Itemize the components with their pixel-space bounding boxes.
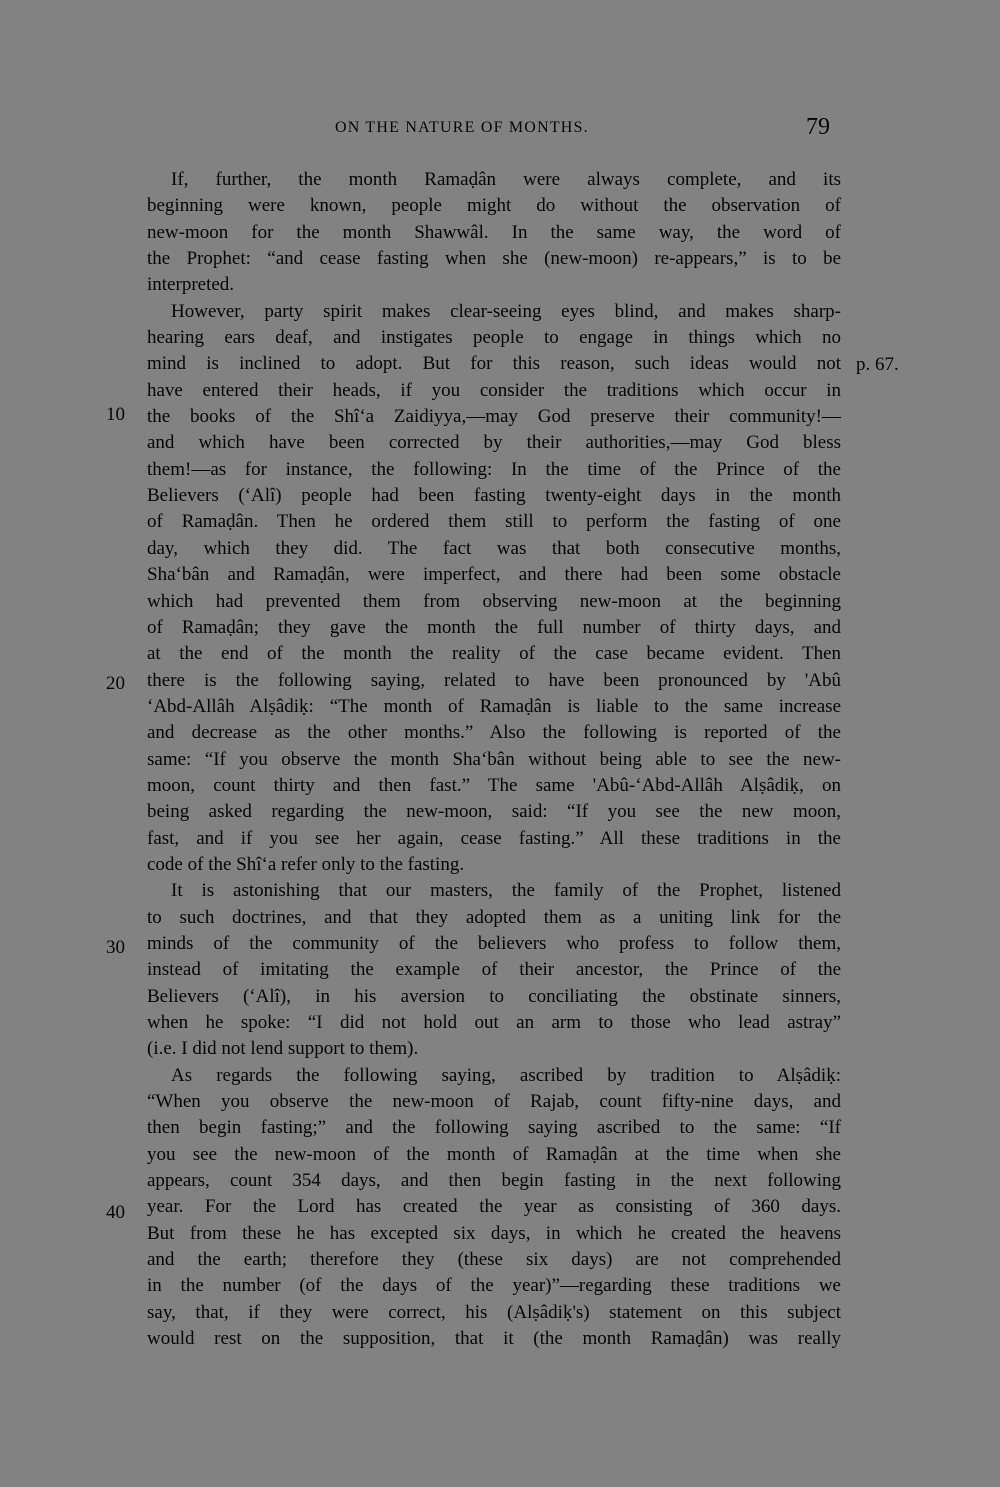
text-line: say, that, if they were correct, his (Alṣâdiḳ's) statement on this subject	[147, 1301, 841, 1323]
body-text	[147, 167, 841, 1352]
line-number-30: 30	[106, 937, 125, 958]
text-line: to such doctrines, and that they adopted them as a uniting link for the	[147, 906, 841, 928]
text-line: day, which they did. The fact was that both consecutive months,	[147, 537, 841, 559]
text-line: code of the Shî‘a refer only to the fasting.	[147, 853, 465, 875]
text-line: moon, count thirty and then fast.” The same 'Abû-‘Abd-Allâh Alṣâdiḳ, on	[147, 774, 841, 796]
text-line: hearing ears deaf, and instigates people to engage in things which no	[147, 327, 841, 349]
text-line: “When you observe the new-moon of Rajab, count fifty-nine days, and	[147, 1091, 841, 1113]
text-line: Believers (‘Alî) people had been fasting twenty-eight days in the month	[147, 485, 841, 507]
text-line: year. For the Lord has created the year as consisting of 360 days.	[147, 1196, 841, 1218]
text-line: appears, count 354 days, and then begin fasting in the next following	[147, 1170, 841, 1192]
text-line: the Prophet: “and cease fasting when she (new-moon) re-appears,” is to be	[147, 248, 841, 270]
text-line: However, party spirit makes clear-seeing eyes blind, and makes sharp-	[171, 300, 841, 322]
margin-page-reference: p. 67.	[856, 354, 899, 375]
text-line: then begin fasting;” and the following saying ascribed to the same: “If	[147, 1117, 841, 1139]
text-line: If, further, the month Ramaḍân were always complete, and its	[171, 169, 841, 190]
text-line: of Ramaḍân. Then he ordered them still to perform the fasting of one	[147, 511, 841, 533]
text-line: of Ramaḍân; they gave the month the full number of thirty days, and	[147, 616, 841, 638]
line-number-10: 10	[106, 404, 125, 425]
text-line: at the end of the month the reality of the case became evident. Then	[147, 643, 841, 665]
text-line: It is astonishing that our masters, the family of the Prophet, listened	[171, 880, 841, 902]
text-line: But from these he has excepted six days, in which he created the heavens	[147, 1222, 841, 1244]
text-line: Sha‘bân and Ramaḍân, were imperfect, and there had been some obstacle	[147, 564, 841, 586]
text-line: you see the new-moon of the month of Ramaḍân at the time when she	[147, 1143, 841, 1165]
line-number-20: 20	[106, 673, 125, 694]
line-number-40: 40	[106, 1202, 125, 1223]
text-line: As regards the following saying, ascribed by tradition to Alṣâdiḳ:	[171, 1064, 841, 1086]
text-line: Believers (‘Alî), in his aversion to conciliating the obstinate sinners,	[147, 985, 841, 1007]
text-line: (i.e. I did not lend support to them).	[147, 1038, 419, 1060]
text-line: same: “If you observe the month Sha‘bân without being able to see the new-	[147, 748, 841, 770]
text-line: mind is inclined to adopt. But for this reason, such ideas would not	[147, 353, 841, 375]
text-line: new-moon for the month Shawwâl. In the same way, the word of	[147, 221, 841, 243]
text-line: in the number (of the days of the year)”—regarding these traditions we	[147, 1275, 841, 1297]
text-line: and decrease as the other months.” Also the following is reported of the	[147, 722, 841, 744]
text-line: the books of the Shî‘a Zaidiyya,—may God preserve their community!—	[147, 406, 841, 428]
text-line: ‘Abd-Allâh Alṣâdiḳ: “The month of Ramaḍân is liable to the same increase	[147, 695, 841, 717]
text-line: fast, and if you see her again, cease fasting.” All these traditions in the	[147, 827, 841, 849]
page-number: 79	[806, 114, 830, 140]
running-head: ON THE NATURE OF MONTHS.	[335, 119, 589, 136]
text-line: have entered their heads, if you consider the traditions which occur in	[147, 379, 841, 401]
text-line: minds of the community of the believers who profess to follow them,	[147, 932, 841, 954]
text-line: being asked regarding the new-moon, said: “If you see the new moon,	[147, 801, 841, 823]
text-line: interpreted.	[147, 274, 235, 296]
text-line: beginning were known, people might do without the observation of	[147, 195, 841, 217]
text-line: instead of imitating the example of their ancestor, the Prince of the	[147, 959, 841, 981]
text-line: when he spoke: “I did not hold out an arm to those who lead astray”	[147, 1012, 841, 1033]
page-header	[0, 114, 1000, 144]
text-line: which had prevented them from observing new-moon at the beginning	[147, 590, 841, 612]
text-line: there is the following saying, related to have been pronounced by 'Abû	[147, 669, 841, 691]
text-line: would rest on the supposition, that it (the month Ramaḍân) was really	[147, 1328, 841, 1350]
text-line: and which have been corrected by their authorities,—may God bless	[147, 432, 841, 454]
text-line: them!—as for instance, the following: In the time of the Prince of the	[147, 458, 841, 480]
text-line: and the earth; therefore they (these six days) are not comprehended	[147, 1249, 841, 1271]
